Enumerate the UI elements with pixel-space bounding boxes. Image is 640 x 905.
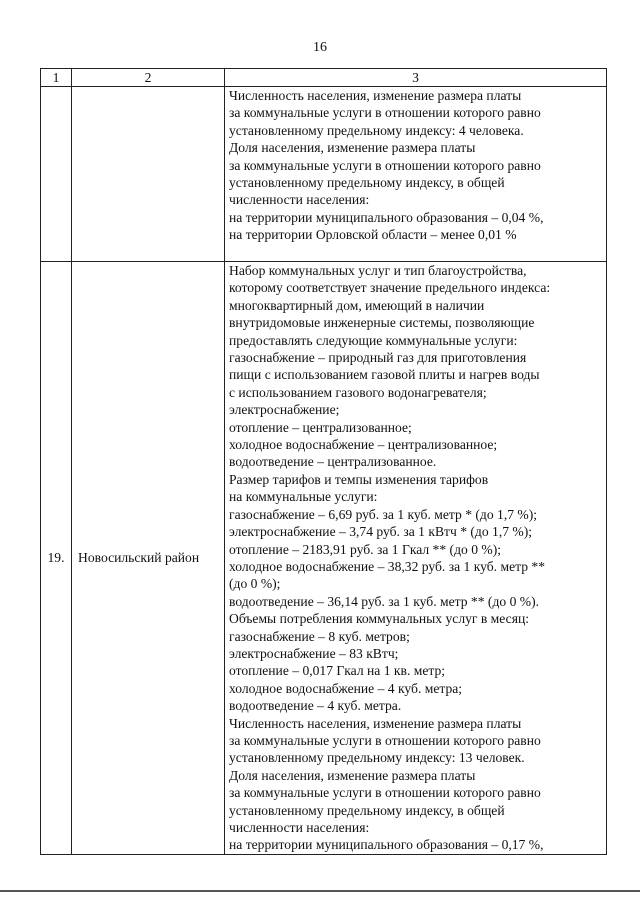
text-line: которому соответствует значение предельного индекса: [229,280,551,296]
row-number-cell: 19. [41,262,72,855]
text-line: газоснабжение – 8 куб. метров; [229,628,410,644]
header-col-2: 2 [72,69,225,87]
description-cell [225,87,607,262]
text-line: электроснабжение – 3,74 руб. за 1 кВтч * (до 1,7 %); [229,524,533,540]
text-line: установленному предельному индексу, в общей [229,175,505,191]
text-line: Размер тарифов и темпы изменения тарифов [229,471,489,487]
text-line: отопление – централизованное; [229,419,412,435]
table-header-row [41,69,607,87]
page-number: 16 [313,40,327,55]
text-line: электроснабжение – 83 кВтч; [229,645,399,661]
text-line: за коммунальные услуги в отношении которого равно [229,785,541,801]
text-line: газоснабжение – 6,69 руб. за 1 куб. метр * (до 1,7 %); [229,506,538,522]
text-line: Доля населения, изменение размера платы [229,140,476,156]
text-line: за коммунальные услуги в отношении которого равно [229,105,541,121]
text-line: холодное водоснабжение – 4 куб. метра; [229,680,463,696]
text-line: установленному предельному индексу: 4 человека. [229,122,524,138]
header-col-1: 1 [41,69,72,87]
text-line: на коммунальные услуги: [229,489,378,505]
text-line: численности населения: [229,192,370,208]
text-line: отопление – 2183,91 руб. за 1 Гкал ** (до 0 %); [229,541,502,557]
bottom-divider [0,890,640,892]
text-line: Объемы потребления коммунальных услуг в месяц: [229,611,529,627]
text-line: водоотведение – 36,14 руб. за 1 куб. метр ** (до 0 %). [229,593,540,609]
text-line: пищи с использованием газовой плиты и нагрев воды [229,367,540,383]
text-line: на территории муниципального образования – 0,17 %, [229,837,544,853]
text-line: установленному предельному индексу, в общей [229,802,505,818]
text-line: за коммунальные услуги в отношении которого равно [229,157,541,173]
text-line: численности населения: [229,820,370,835]
text-line: многоквартирный дом, имеющий в наличии [229,297,485,313]
text-line: холодное водоснабжение – 38,32 руб. за 1 куб. метр ** [229,558,546,574]
text-line: установленному предельному индексу: 13 человек. [229,750,525,766]
text-line: на территории муниципального образования – 0,04 %, [229,209,544,225]
text-line: на территории Орловской области – менее 0,01 % [229,227,517,243]
region-cell: Новосильский район [72,262,225,855]
text-line: электроснабжение; [229,402,340,418]
tariff-table [40,68,607,855]
text-line: отопление – 0,017 Гкал на 1 кв. метр; [229,663,446,679]
text-line: предоставлять следующие коммунальные услуги: [229,332,518,348]
header-col-3: 3 [225,69,607,87]
text-line: водоотведение – 4 куб. метра. [229,698,402,714]
text-line: газоснабжение – природный газ для приготовления [229,350,527,366]
table-row-continuation [41,87,607,262]
text-line: (до 0 %); [229,576,281,592]
text-line: Набор коммунальных услуг и тип благоустройства, [229,263,527,278]
region-cell [72,87,225,262]
text-line: водоотведение – централизованное. [229,454,437,470]
text-line: Численность населения, изменение размера платы [229,88,522,103]
description-cell [225,262,607,855]
text-line: Доля населения, изменение размера платы [229,767,476,783]
table-row-19 [41,262,607,855]
text-line: за коммунальные услуги в отношении которого равно [229,732,541,748]
text-line: внутридомовые инженерные системы, позволяющие [229,315,535,331]
row-number-cell [41,87,72,262]
text-line: холодное водоснабжение – централизованное; [229,437,498,453]
text-line: Численность населения, изменение размера платы [229,715,522,731]
text-line: с использованием газового водонагревателя; [229,384,487,400]
